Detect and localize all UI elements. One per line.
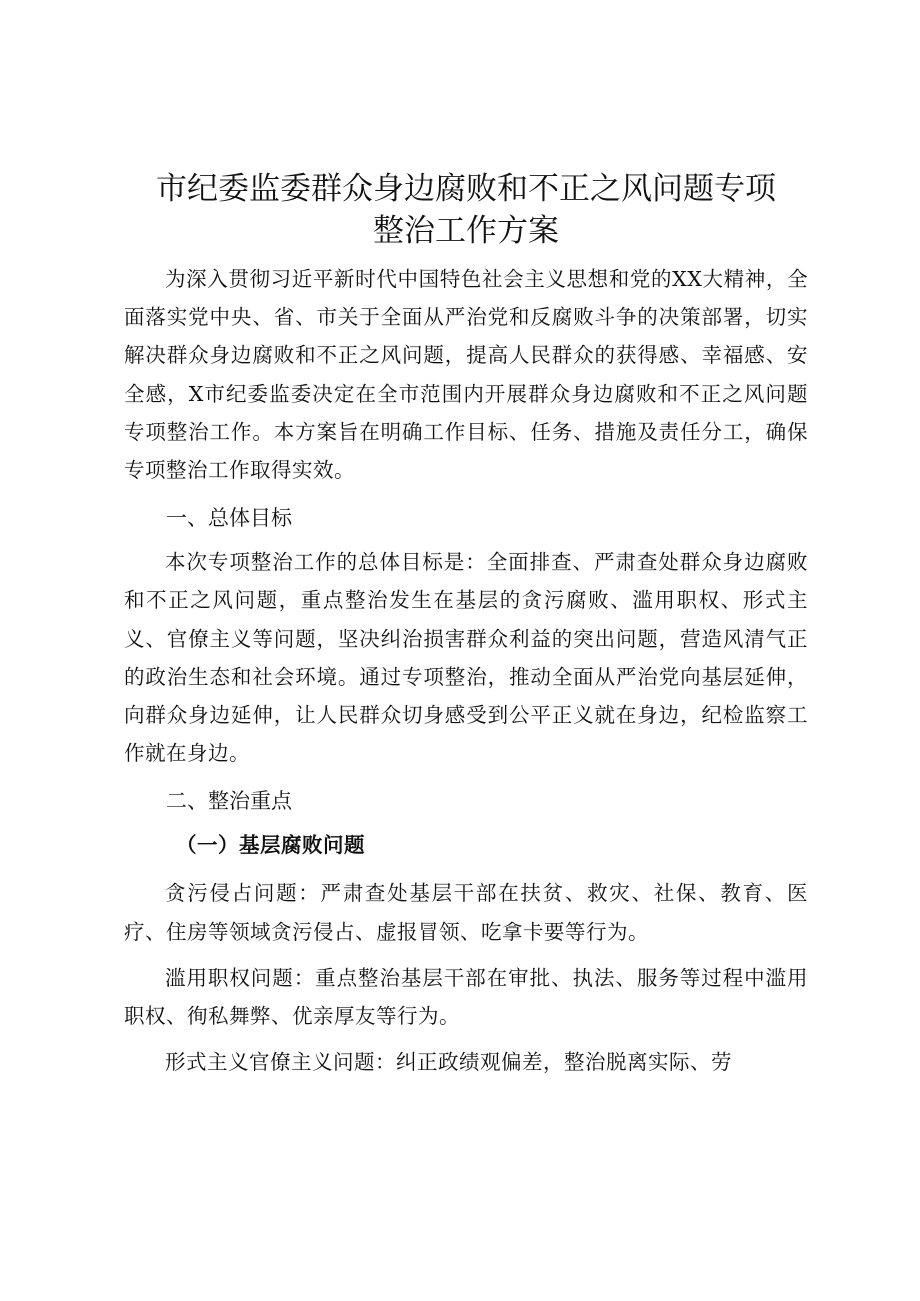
item-abuse-of-power: 滥用职权问题：重点整治基层干部在审批、执法、服务等过程中滥用职权、徇私舞弊、优亲厚友等行为。 <box>124 965 808 1029</box>
subsection-heading-grassroots-corruption: （一）基层腐败问题 <box>176 833 365 858</box>
intro-paragraph: 为深入贯彻习近平新时代中国特色社会主义思想和党的XX大精神，全面落实党中央、省、市关于全面从严治党和反腐败斗争的决策部署，切实解决群众身边腐败和不正之风问题，提高人民群众的获得感、幸福感、安全感，X市纪委监委决定在全市范围内开展群众身边腐败和不正之风问题专项整治工作。本方案旨在明确工作目标、任务、措施及责任分工，确保专项整治工作取得实效。 <box>124 267 808 483</box>
section-heading-key-areas: 二、整治重点 <box>166 789 292 814</box>
item-embezzlement: 贪污侵占问题：严肃查处基层干部在扶贫、救灾、社保、教育、医疗、住房等领域贪污侵占、虚报冒领、吃拿卡要等行为。 <box>124 881 808 944</box>
title-line-2: 整治工作方案 <box>373 213 559 249</box>
title-line-1: 市纪委监委群众身边腐败和不正之风问题专项 <box>156 171 776 207</box>
item-formalism-bureaucratism: 形式主义官僚主义问题：纠正政绩观偏差，整治脱离实际、劳 <box>165 1050 732 1075</box>
document-title <box>94 168 838 252</box>
section-heading-overall-goal: 一、总体目标 <box>166 506 292 531</box>
overall-goal-paragraph: 本次专项整治工作的总体目标是：全面排查、严肃查处群众身边腐败和不正之风问题，重点整治发生在基层的贪污腐败、滥用职权、形式主义、官僚主义等问题，坚决纠治损害群众利益的突出问题，营造风清气正的政治生态和社会环境。通过专项整治，推动全面从严治党向基层延伸，向群众身边延伸，让人民群众切身感受到公平正义就在身边，纪检监察工作就在身边。 <box>124 550 808 766</box>
